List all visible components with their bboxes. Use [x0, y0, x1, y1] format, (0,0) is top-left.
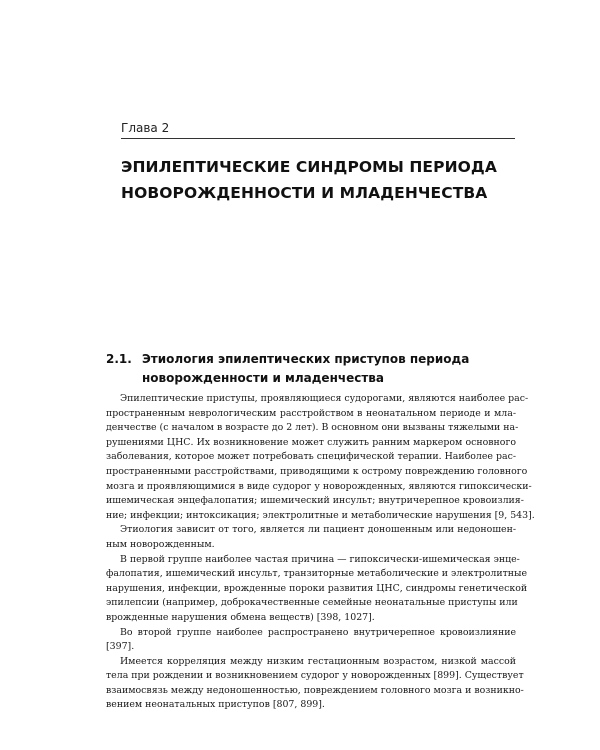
paragraph [106, 392, 535, 523]
chapter-title-line: НОВОРОЖДЕННОСТИ И МЛАДЕНЧЕСТВА [121, 184, 488, 202]
text-line: денчестве (с началом в возрасте до 2 лет). В основном они вызваны тяжелыми на- [106, 422, 519, 434]
text-line: пространенным неврологическим расстройством в неонатальном периоде и мла- [106, 407, 516, 419]
section-title-line: Этиология эпилептических приступов периода [142, 352, 470, 366]
text-line: ишемическая энцефалопатия; ишемический инсульт; внутричерепное кровоизлия- [106, 495, 524, 507]
paragraph [106, 655, 524, 713]
text-line: фалопатия, ишемический инсульт, транзиторные метаболические и электролитные [106, 568, 528, 580]
chapter-title-line: ЭПИЛЕПТИЧЕСКИЕ СИНДРОМЫ ПЕРИОДА [121, 158, 497, 176]
text-line: [397]. [106, 641, 135, 653]
text-line: В первой группе наиболее частая причина — гипоксически-ишемическая энце- [120, 553, 520, 565]
paragraph [106, 553, 528, 626]
chapter-title [121, 154, 521, 206]
text-line: эпилепсии (например, доброкачественные семейные неонатальные приступы или [106, 597, 518, 609]
text-line: ным новорожденным. [106, 538, 215, 550]
text-line: пространенными расстройствами, приводящими к острому повреждению головного [106, 465, 528, 477]
body-text [106, 392, 535, 713]
text-line: Этиология зависит от того, является ли пациент доношенным или недоношен- [120, 524, 516, 536]
section-heading [106, 350, 526, 388]
text-line: взаимосвязь между недоношенностью, повреждением головного мозга и возникно- [106, 684, 524, 696]
text-line: Эпилептические приступы, проявляющиеся судорогами, являются наиболее рас- [120, 393, 529, 404]
paragraph [106, 523, 516, 552]
text-line: мозга и проявляющимися в виде судорог у новорожденных, являются гипоксически- [106, 480, 532, 492]
text-line: врожденные нарушения обмена веществ) [398, 1027]. [106, 611, 375, 623]
text-line: Имеется корреляция между низким гестационным возрастом, низкой массой [120, 655, 516, 667]
text-line: заболевания, которое может потребовать специфической терапии. Наиболее рас- [106, 451, 516, 463]
text-line: нарушения, инфекции, врожденные пороки развития ЦНС, синдромы генетической [106, 582, 528, 594]
section-title-line: новорожденности и младенчества [142, 371, 384, 385]
text-line: вением неонатальных приступов [807, 899]. [106, 699, 325, 711]
section-number: 2.1. [106, 352, 132, 366]
chapter-divider [121, 138, 515, 139]
text-line: ние; инфекции; интоксикация; электролитные и метаболические нарушения [9, 543]. [106, 509, 535, 521]
text-line: тела при рождении и возникновением судорог у новорожденных [899]. Существует [106, 670, 524, 682]
text-line: Во второй группе наиболее распространено внутричерепное кровоизлияние [120, 626, 516, 638]
chapter-label: Глава 2 [121, 121, 170, 135]
text-line: рушениями ЦНС. Их возникновение может служить ранним маркером основного [106, 436, 516, 448]
paragraph [106, 626, 516, 655]
